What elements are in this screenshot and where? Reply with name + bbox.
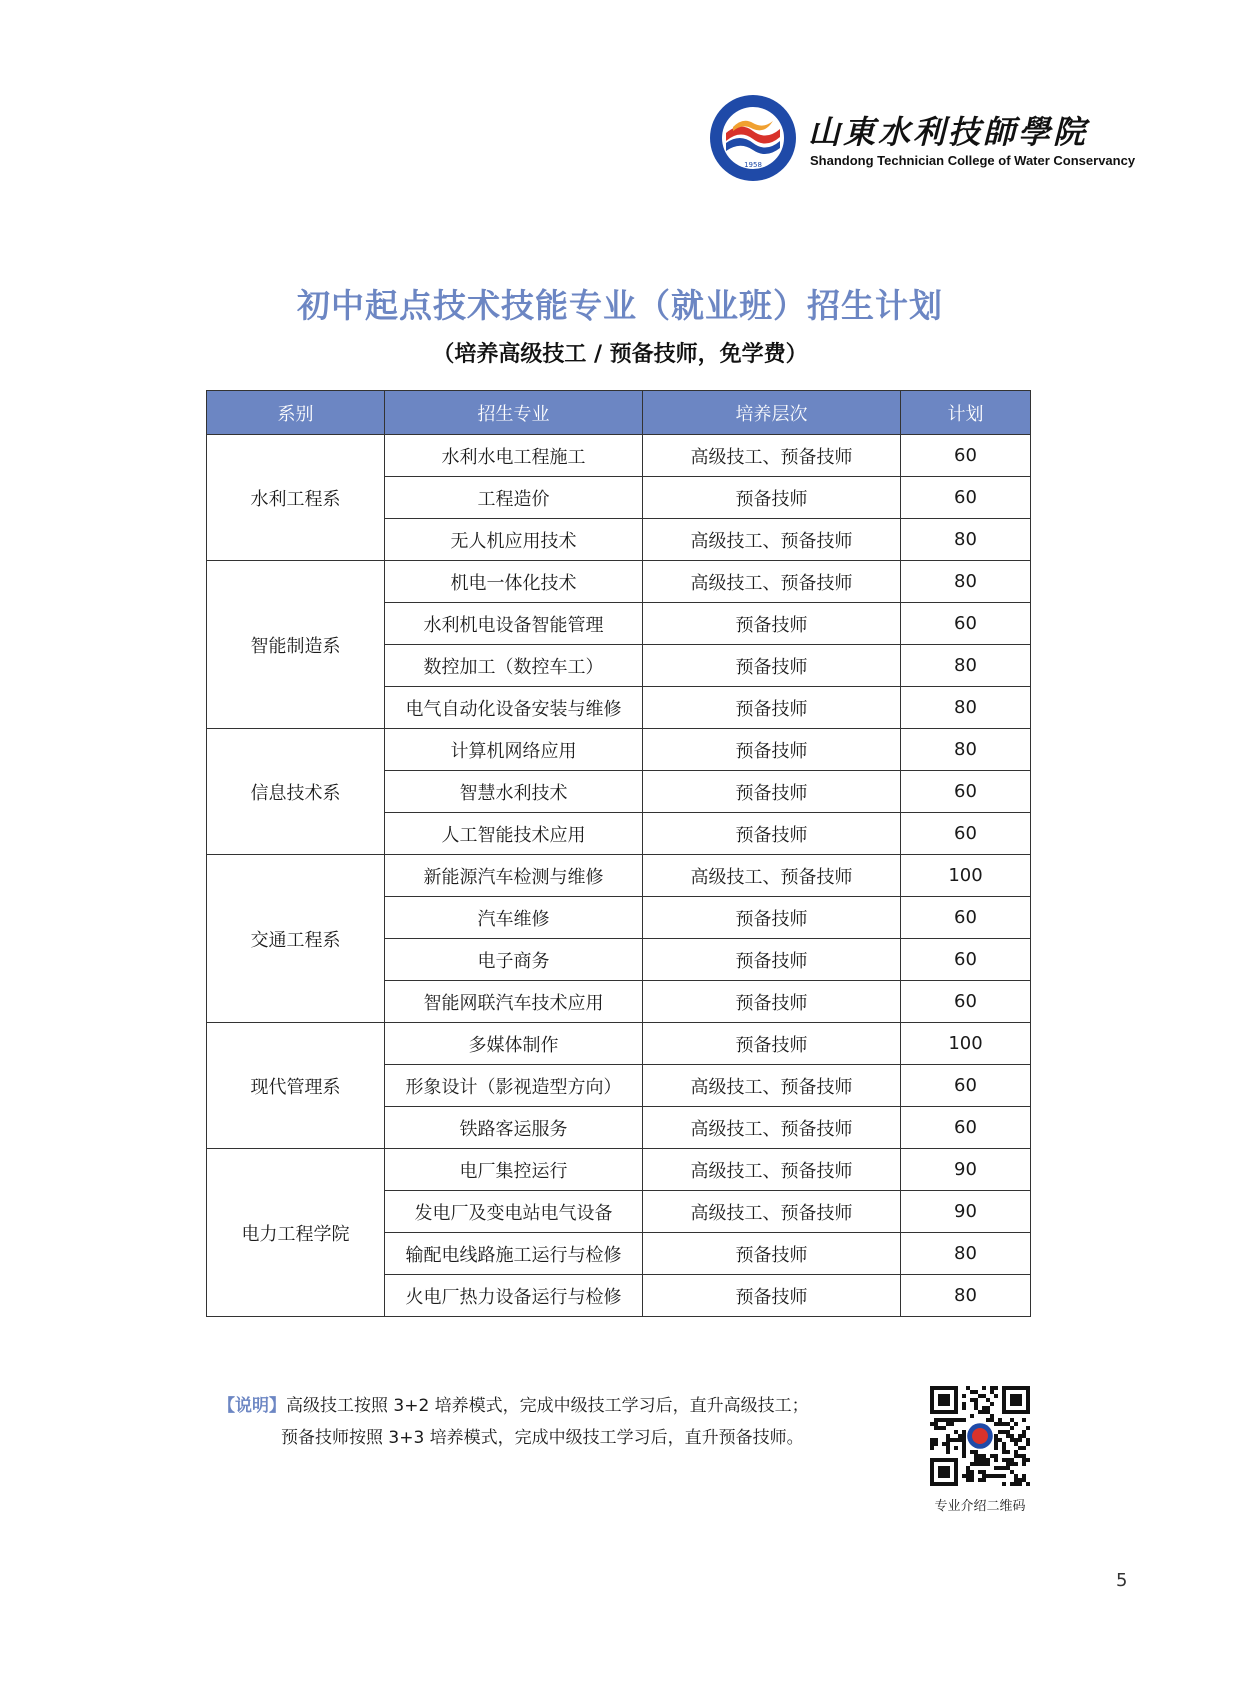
plan-cell: 80 (901, 1275, 1031, 1317)
plan-cell: 60 (901, 603, 1031, 645)
header-department: 系别 (207, 391, 385, 435)
school-name-cn: 山東水利技師學院 (808, 113, 1089, 151)
table-body (207, 435, 1031, 1317)
major-cell: 电子商务 (385, 939, 643, 981)
plan-cell: 60 (901, 897, 1031, 939)
header-level: 培养层次 (643, 391, 901, 435)
enrollment-plan-table (206, 390, 1031, 1317)
level-cell: 高级技工、预备技师 (643, 1107, 901, 1149)
college-emblem-icon (708, 93, 798, 183)
level-cell: 预备技师 (643, 1023, 901, 1065)
level-cell: 预备技师 (643, 729, 901, 771)
plan-cell: 80 (901, 1233, 1031, 1275)
level-cell: 高级技工、预备技师 (643, 1065, 901, 1107)
plan-cell: 80 (901, 519, 1031, 561)
level-cell: 高级技工、预备技师 (643, 855, 901, 897)
header-plan: 计划 (901, 391, 1031, 435)
plan-cell: 100 (901, 1023, 1031, 1065)
department-cell: 现代管理系 (207, 1023, 385, 1149)
note-line-2: 预备技师按照 3+3 培养模式，完成中级技工学习后，直升预备技师。 (281, 1428, 804, 1448)
major-cell: 水利机电设备智能管理 (385, 603, 643, 645)
major-cell: 智能网联汽车技术应用 (385, 981, 643, 1023)
department-cell: 智能制造系 (207, 561, 385, 729)
level-cell: 预备技师 (643, 1233, 901, 1275)
plan-cell: 80 (901, 645, 1031, 687)
table-row (207, 435, 1031, 477)
table-row (207, 729, 1031, 771)
level-cell: 预备技师 (643, 939, 901, 981)
major-cell: 铁路客运服务 (385, 1107, 643, 1149)
plan-cell: 90 (901, 1191, 1031, 1233)
level-cell: 预备技师 (643, 477, 901, 519)
qr-code-icon[interactable] (930, 1386, 1030, 1486)
major-cell: 数控加工（数控车工） (385, 645, 643, 687)
level-cell: 预备技师 (643, 603, 901, 645)
major-cell: 机电一体化技术 (385, 561, 643, 603)
major-cell: 汽车维修 (385, 897, 643, 939)
level-cell: 预备技师 (643, 897, 901, 939)
page-number: 5 (1116, 1570, 1128, 1591)
level-cell: 高级技工、预备技师 (643, 1191, 901, 1233)
major-cell: 工程造价 (385, 477, 643, 519)
level-cell: 预备技师 (643, 687, 901, 729)
table-row (207, 1023, 1031, 1065)
major-cell: 电厂集控运行 (385, 1149, 643, 1191)
level-cell: 高级技工、预备技师 (643, 435, 901, 477)
major-cell: 形象设计（影视造型方向） (385, 1065, 643, 1107)
note-line-1: 高级技工按照 3+2 培养模式，完成中级技工学习后，直升高级技工； (286, 1396, 809, 1416)
plan-cell: 60 (901, 813, 1031, 855)
plan-cell: 90 (901, 1149, 1031, 1191)
level-cell: 高级技工、预备技师 (643, 519, 901, 561)
plan-cell: 80 (901, 561, 1031, 603)
major-cell: 输配电线路施工运行与检修 (385, 1233, 643, 1275)
page-title: 初中起点技术技能专业（就业班）招生计划 (297, 286, 943, 325)
level-cell: 预备技师 (643, 645, 901, 687)
logo-year: 1958 (744, 161, 762, 169)
plan-cell: 60 (901, 1065, 1031, 1107)
header (708, 93, 1136, 188)
level-cell: 预备技师 (643, 1275, 901, 1317)
plan-cell: 60 (901, 1107, 1031, 1149)
major-cell: 无人机应用技术 (385, 519, 643, 561)
level-cell: 高级技工、预备技师 (643, 1149, 901, 1191)
major-cell: 智慧水利技术 (385, 771, 643, 813)
major-cell: 发电厂及变电站电气设备 (385, 1191, 643, 1233)
major-cell: 火电厂热力设备运行与检修 (385, 1275, 643, 1317)
note-label: 【说明】 (218, 1396, 286, 1416)
plan-cell: 60 (901, 939, 1031, 981)
level-cell: 预备技师 (643, 771, 901, 813)
level-cell: 预备技师 (643, 981, 901, 1023)
major-cell: 新能源汽车检测与维修 (385, 855, 643, 897)
table-header-row (207, 391, 1031, 435)
qr-caption: 专业介绍二维码 (934, 1499, 1026, 1514)
plan-cell: 60 (901, 771, 1031, 813)
plan-cell: 60 (901, 435, 1031, 477)
major-cell: 计算机网络应用 (385, 729, 643, 771)
page-subtitle: （培养高级技工 / 预备技师，免学费） (432, 342, 808, 367)
table-row (207, 561, 1031, 603)
note (218, 1390, 809, 1454)
header-major: 招生专业 (385, 391, 643, 435)
department-cell: 信息技术系 (207, 729, 385, 855)
major-cell: 人工智能技术应用 (385, 813, 643, 855)
major-cell: 多媒体制作 (385, 1023, 643, 1065)
plan-cell: 100 (901, 855, 1031, 897)
level-cell: 预备技师 (643, 813, 901, 855)
plan-cell: 60 (901, 477, 1031, 519)
department-cell: 交通工程系 (207, 855, 385, 1023)
major-cell: 电气自动化设备安装与维修 (385, 687, 643, 729)
department-cell: 电力工程学院 (207, 1149, 385, 1317)
plan-cell: 80 (901, 687, 1031, 729)
plan-cell: 60 (901, 981, 1031, 1023)
level-cell: 高级技工、预备技师 (643, 561, 901, 603)
table-row (207, 855, 1031, 897)
school-name-en: Shandong Technician College of Water Conservancy (810, 153, 1136, 168)
table-row (207, 1149, 1031, 1191)
major-cell: 水利水电工程施工 (385, 435, 643, 477)
plan-cell: 80 (901, 729, 1031, 771)
department-cell: 水利工程系 (207, 435, 385, 561)
